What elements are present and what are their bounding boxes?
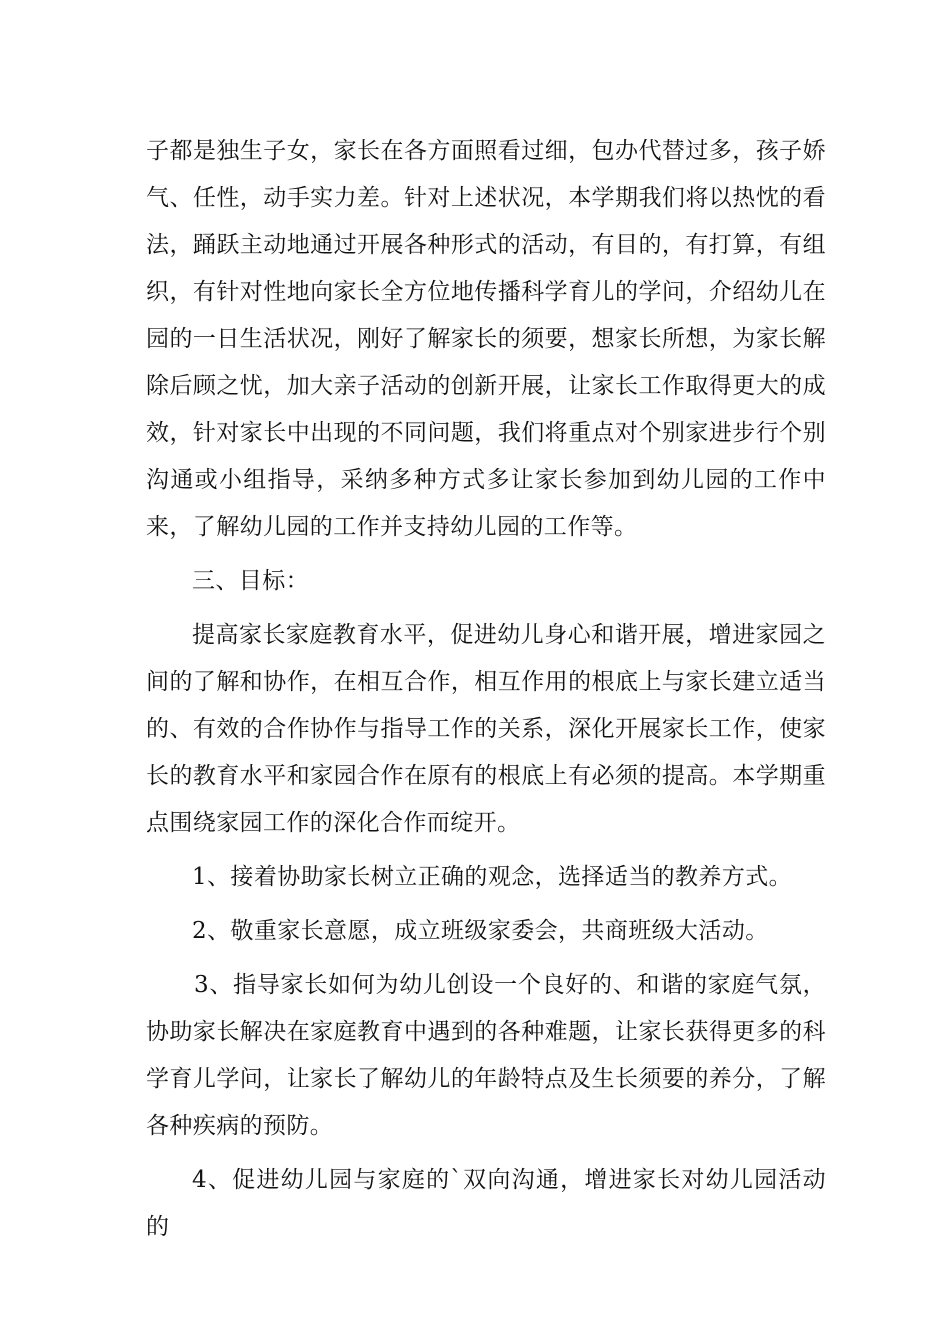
list-item-3: 3、指导家长如何为幼儿创设一个良好的、和谐的家庭气氛，协助家长解决在家庭教育中遇到的各种难题，让家长获得更多的科学育儿学问，让家长了解幼儿的年龄特点及生长须要的养分，了解各种疾病的预防。	[146, 972, 826, 1139]
list-item-1: 1、接着协助家长树立正确的观念，选择适当的教养方式。	[192, 864, 793, 890]
paragraph-goals: 提高家长家庭教育水平，促进幼儿身心和谐开展，增进家园之间的了解和协作，在相互合作，相互作用的根底上与家长建立适当的、有效的合作协作与指导工作的关系，深化开展家长工作，使家长的教育水平和家园合作在原有的根底上有必须的提高。本学期重点围绕家园工作的深化合作而绽开。	[146, 622, 826, 836]
list-item-2: 2、敬重家长意愿，成立班级家委会，共商班级大活动。	[192, 918, 769, 944]
paragraph-continuation: 子都是独生子女，家长在各方面照看过细，包办代替过多，孩子娇气、任性，动手实力差。针对上述状况，本学期我们将以热忱的看法，踊跃主动地通过开展各种形式的活动，有目的，有打算，有组织，有针对性地向家长全方位地传播科学育儿的学问，介绍幼儿在园的一日生活状况，刚好了解家长的须要，想家长所想，为家长解除后顾之忧，加大亲子活动的创新开展，让家长工作取得更大的成效，针对家长中出现的不同问题，我们将重点对个别家进步行个别沟通或小组指导，采纳多种方式多让家长参加到幼儿园的工作中来，了解幼儿园的工作并支持幼儿园的工作等。	[146, 138, 826, 540]
list-item-4: 4、促进幼儿园与家庭的`双向沟通，增进家长对幼儿园活动的	[146, 1167, 826, 1240]
section-heading-goals: 三、目标：	[192, 568, 309, 594]
document-body	[146, 128, 826, 1258]
